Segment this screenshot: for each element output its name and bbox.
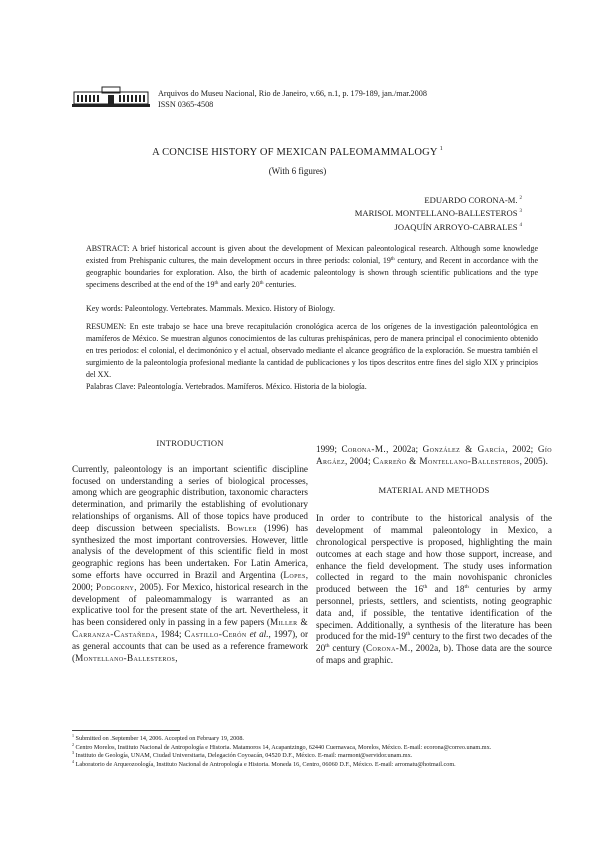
column-left: [72, 438, 308, 664]
footnote: $^3$ Instituto de Geología, UNAM, Ciudad Universitaria, Delegación Coyoacán, 04520 D.F., México. E-mail: marmont@servidor.unam.mx.: [72, 750, 413, 760]
resumen: RESUMEN: En este trabajo se hace una breve recapitulación cronológica acerca de los orígenes de la investigación paleontológica en mamíferos de México. Se muestran algunos conocimientos de las culturas prehispánicas, pero de manera principal el conocimiento obtenido en tres periodos: el colonial, el decimonónico y el actual, observado mediante el alcance geográfico de la exploración. Se muestra también el surgimiento de la paleontología profesional mediante la cantidad de publicaciones y los tipos descritos entre fines del siglo XIX y principios del XX.: [86, 322, 538, 379]
museum-logo: [72, 86, 150, 108]
author: JOAQUÍN ARROYO-CABRALES $^4$: [394, 221, 522, 232]
keywords: Key words: Paleontology. Vertebrates. Mammals. Mexico. History of Biology.: [86, 304, 336, 313]
figures-note: (With 6 figures): [268, 166, 327, 176]
paper-title: [0, 146, 595, 158]
footnote: $^2$ Centro Morelos, Instituto Nacional de Antropología e Historia. Matamoros 14, Acapantzingo, 62440 Cuernavaca, Morelos, México. E-mail: ecorona@correo.unam.mx.: [72, 741, 492, 751]
title-footnote-mark: 1: [439, 146, 443, 152]
footnote-divider: [72, 730, 180, 731]
column-right: [316, 444, 552, 667]
section-heading-methods: MATERIAL AND METHODS: [378, 484, 490, 495]
intro-paragraph-continued: 1999; Corona-M., 2002a; González & García, 2002; Gío Argáez, 2004; Carreño & Montellano-Ballesteros, 2005).: [316, 444, 552, 466]
methods-paragraph: In order to contribute to the historical analysis of the development of mammal paleontology in Mexico, a chronological perspective is proposed, highlighting the main outcomes at each stage and how those support, increase, and enhance the field development. The study uses information collected in regard to the main novohispanic chronicles produced between the 16th and 18th centuries by army personnel, priests, settlers, and scientists, noting geographic data and, if possible, the tentative identification of the specimen. Additionally, a synthesis of the literature has been produced for the mid-19th century to the first two decades of the 20th century (Corona-M., 2002a, b). Those data are the source of maps and graphic.: [316, 513, 552, 665]
footnotes: [72, 735, 524, 769]
journal-line: Arquivos do Museu Nacional, Rio de Janeiro, v.66, n.1, p. 179-189, jan./mar.2008: [158, 89, 427, 98]
issn: ISSN 0365-4508: [158, 100, 214, 109]
palabras-clave: Palabras Clave: Paleontología. Vertebrados. Mamíferos. México. Historia de la biología.: [86, 382, 367, 391]
title-text: A CONCISE HISTORY OF MEXICAN PALEOMAMMALOGY: [152, 147, 438, 158]
intro-paragraph: Currently, paleontology is an important scientific discipline focused on understanding a series of biological processes, among which are geographic distribution, taxonomic characters determination, and primarily the establishing of evolutionary relationships of organisms. All of those topics have produced deep discussion between specialists. Bowler (1996) has synthesized the most important controversies. However, little analysis of the development of this scientific field in most geographic regions has been undertaken. For Latin America, some efforts have occurred in Brazil and Argentina (Lopes, 2000; Podgorny, 2005). For Mexico, historical research in the development of paleomammalogy is warranted as an explicative tool for the present state of the art. Nevertheless, it has been considered only in passing in a few papers (Miller & Carranza-Castañeda, 1984; Castillo-Cerón et al., 1997), or as general accounts that can be used as a reference framework (Montellano-Ballesteros,: [72, 463, 309, 663]
journal-citation: [158, 88, 427, 110]
author-list: [355, 193, 522, 233]
section-heading-introduction: INTRODUCTION: [156, 438, 224, 448]
abstract: ABSTRACT: A brief historical account is given about the development of Mexican paleontological research. Although some knowledge existed from Prehispanic cultures, the main development occurs in three periods: colonial, 19th century, and Recent in accordance with the geographic boundaries for exploration. Also, the birth of academic paleontology is shown through scientific publications and the type specimens described at the end of the 19th and early 20th centuries.: [86, 244, 539, 289]
footnote: $^1$ Submitted on .September 14, 2006. Accepted on February 19, 2008.: [72, 733, 244, 742]
footnote: $^4$ Laboratorio de Arqueozoología, Instituto Nacional de Antropología e Historia. Moneda 16, Centro, 06060 D.F., México. E-mail: arromatu@hotmail.com.: [72, 758, 456, 768]
author: MARISOL MONTELLANO-BALLESTEROS $^3$: [354, 208, 522, 219]
author: EDUARDO CORONA-M. $^2$: [424, 195, 522, 205]
